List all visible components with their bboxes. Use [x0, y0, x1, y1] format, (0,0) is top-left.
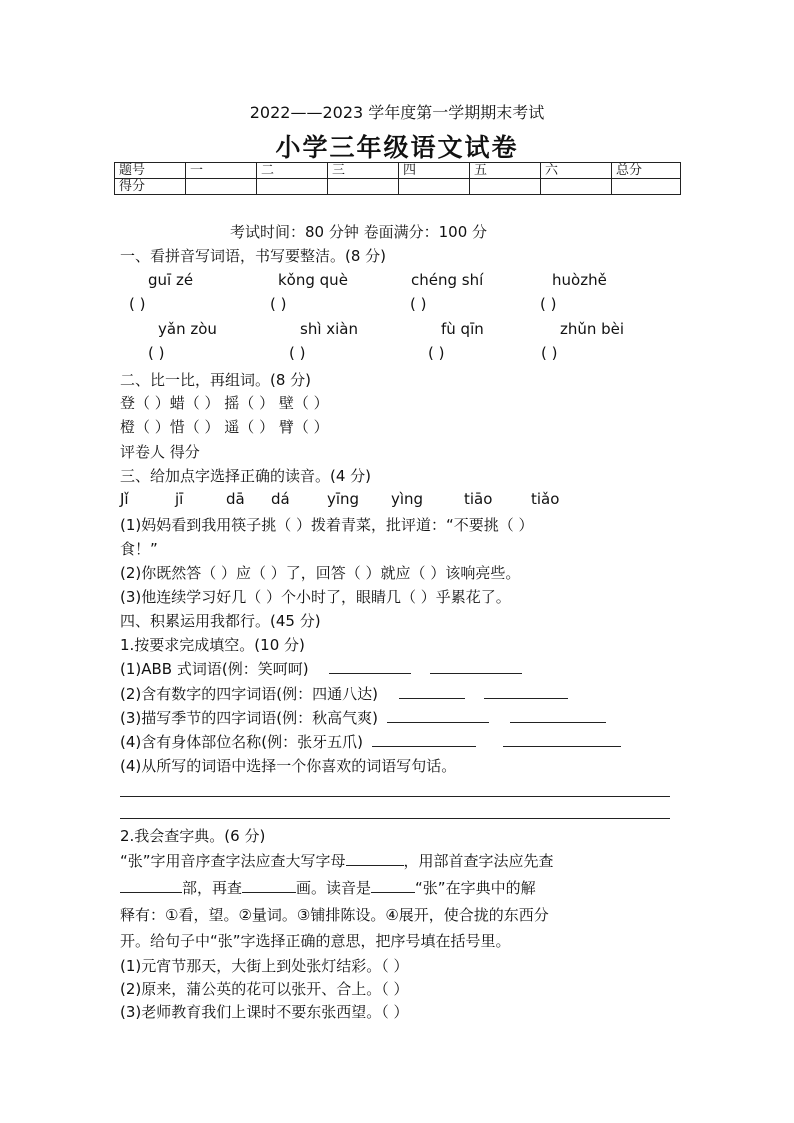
answer-line[interactable]	[120, 818, 670, 819]
score-input-cell[interactable]	[612, 179, 681, 195]
exam-year-line: 2022——2023 学年度第一学期期末考试	[249, 103, 545, 122]
dictionary-text: 部，再查	[182, 879, 243, 897]
pinyin: yǎn zòu	[158, 320, 217, 338]
fill-item	[120, 731, 621, 752]
dictionary-q1[interactable]: (1)元宵节那天，大街上到处张灯结彩。（ ）	[120, 957, 409, 975]
score-input-cell[interactable]	[186, 179, 257, 195]
table-cell: 总分	[612, 163, 681, 179]
table-cell: 六	[541, 163, 612, 179]
table-cell: 题号	[115, 163, 186, 179]
section3-q1-cont: 食！”	[120, 540, 158, 558]
fill-item	[120, 707, 606, 728]
answer-blank[interactable]: ( )	[270, 295, 287, 313]
table-cell: 四	[399, 163, 470, 179]
answer-blank[interactable]: ( )	[148, 344, 165, 362]
score-input-cell[interactable]	[470, 179, 541, 195]
answer-line[interactable]	[503, 732, 621, 747]
score-table	[114, 162, 681, 195]
section2-row2[interactable]: 橙（ ）惜（ ） 遥（ ） 臂（ ）	[120, 418, 329, 436]
table-cell: 三	[328, 163, 399, 179]
reading-option: jī	[175, 490, 184, 508]
fill-item	[120, 683, 568, 704]
section1-heading: 一、看拼音写词语，书写要整洁。(8 分)	[120, 247, 387, 265]
section3-q1[interactable]: (1)妈妈看到我用筷子挑（ ）拨着青菜，批评道：“不要挑（ ）	[120, 516, 534, 534]
reading-option: Jǐ	[120, 490, 129, 508]
answer-blank[interactable]: ( )	[540, 295, 557, 313]
reading-option: dá	[271, 490, 290, 508]
score-input-cell[interactable]	[328, 179, 399, 195]
score-input-cell[interactable]	[541, 179, 612, 195]
dictionary-instruction: 开。给句子中“张”字选择正确的意思，把序号填在括号里。	[120, 932, 511, 950]
fill-item-label: (1)ABB 式词语(例：笑呵呵)	[120, 660, 309, 678]
exam-title: 小学三年级语文试卷	[275, 133, 519, 162]
reading-option: dā	[226, 490, 245, 508]
table-cell: 一	[186, 163, 257, 179]
pinyin: guī zé	[148, 271, 194, 289]
fill-item-label: (4)含有身体部位名称(例：张牙五爪)	[120, 733, 363, 751]
fill-item	[120, 658, 522, 679]
part1-heading: 1.按要求完成填空。(10 分)	[120, 636, 305, 654]
table-cell: 二	[257, 163, 328, 179]
pinyin: huòzhě	[552, 271, 607, 289]
dictionary-line	[120, 850, 554, 871]
fill-item-label: (2)含有数字的四字词语(例：四通八达)	[120, 685, 378, 703]
answer-line[interactable]	[484, 684, 568, 699]
dictionary-line	[120, 877, 536, 898]
score-input-cell[interactable]	[257, 179, 328, 195]
answer-line[interactable]	[399, 684, 465, 699]
answer-blank[interactable]: ( )	[428, 344, 445, 362]
reading-option: tiǎo	[531, 490, 560, 508]
answer-line[interactable]	[387, 708, 489, 723]
section4-heading: 四、积累运用我都行。(45 分)	[120, 612, 321, 630]
dictionary-text: 画。读音是	[296, 879, 372, 897]
answer-line[interactable]	[120, 878, 182, 893]
section3-heading: 三、给加点字选择正确的读音。(4 分)	[120, 467, 372, 485]
score-table-header-row	[115, 163, 681, 179]
reading-option: yīng	[327, 490, 360, 508]
answer-line[interactable]	[242, 878, 296, 893]
pinyin: shì xiàn	[300, 320, 359, 338]
pinyin: chéng shí	[411, 271, 484, 289]
answer-blank[interactable]: ( )	[129, 295, 146, 313]
exam-info: 考试时间：80 分钟 卷面满分：100 分	[230, 223, 488, 241]
answer-line[interactable]	[430, 659, 522, 674]
score-table-score-row	[115, 179, 681, 195]
section2-heading: 二、比一比，再组词。(8 分)	[120, 371, 312, 389]
section3-q2[interactable]: (2)你既然答（ ）应（ ）了，回答（ ）就应（ ）该响亮些。	[120, 564, 521, 582]
reading-option: tiāo	[464, 490, 493, 508]
answer-line[interactable]	[329, 659, 411, 674]
reading-option: yìng	[391, 490, 424, 508]
dictionary-text: ，用部首查字法应先查	[403, 852, 554, 870]
answer-line[interactable]	[372, 732, 476, 747]
score-input-cell[interactable]	[399, 179, 470, 195]
pinyin: zhǔn bèi	[560, 320, 625, 338]
answer-line[interactable]	[371, 878, 415, 893]
answer-line[interactable]	[120, 796, 670, 797]
sentence-prompt: (4)从所写的词语中选择一个你喜欢的词语写句话。	[120, 757, 457, 775]
answer-blank[interactable]: ( )	[410, 295, 427, 313]
dictionary-text: “张”字用音序查字法应查大写字母	[120, 852, 346, 870]
answer-blank[interactable]: ( )	[289, 344, 306, 362]
dictionary-text: “张”在字典中的解	[415, 879, 536, 897]
dictionary-meanings: 释有：①看，望。②量词。③铺排陈设。④展开，使合拢的东西分	[120, 906, 549, 924]
dictionary-q3[interactable]: (3)老师教育我们上课时不要东张西望。（ ）	[120, 1003, 409, 1021]
section3-q3[interactable]: (3)他连续学习好几（ ）个小时了，眼睛几（ ）乎累花了。	[120, 588, 511, 606]
table-cell: 五	[470, 163, 541, 179]
table-cell: 得分	[115, 179, 186, 195]
part2-heading: 2.我会查字典。(6 分)	[120, 827, 266, 845]
fill-item-label: (3)描写季节的四字词语(例：秋高气爽)	[120, 709, 378, 727]
pinyin: kǒng què	[278, 271, 348, 289]
pinyin: fù qīn	[441, 320, 484, 338]
grader-label: 评卷人 得分	[120, 443, 200, 461]
answer-line[interactable]	[346, 851, 404, 866]
answer-line[interactable]	[510, 708, 606, 723]
section2-row1[interactable]: 登（ ）蜡（ ） 摇（ ） 壁（ ）	[120, 394, 329, 412]
dictionary-q2[interactable]: (2)原来，蒲公英的花可以张开、合上。（ ）	[120, 980, 409, 998]
answer-blank[interactable]: ( )	[541, 344, 558, 362]
